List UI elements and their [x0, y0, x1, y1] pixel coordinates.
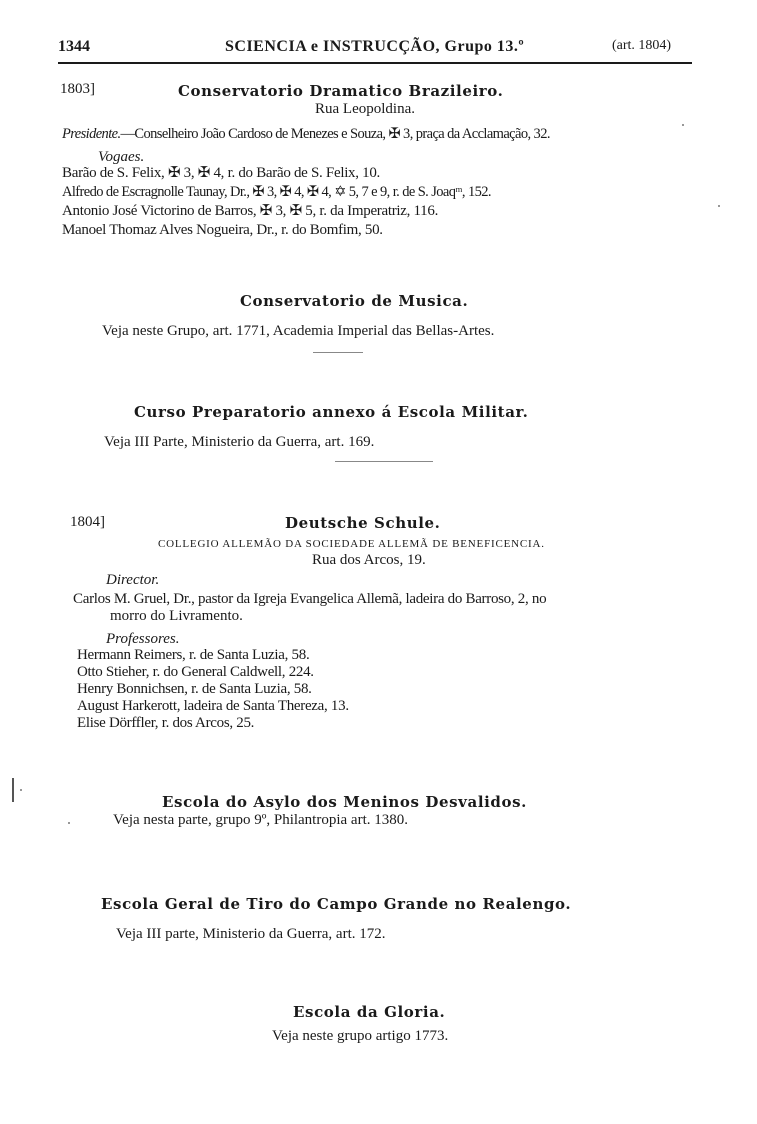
director-line-continued: morro do Livramento. — [110, 608, 243, 624]
entry-title-conservatorio-dramatico: Conservatorio Dramatico Brazileiro. — [178, 82, 504, 100]
section-title-escola-gloria: Escola da Gloria. — [293, 1003, 446, 1021]
cross-reference: Veja neste Grupo, art. 1771, Academia Imperial das Bellas-Artes. — [102, 323, 495, 339]
president-text: —Conselheiro João Cardoso de Menezes e Souza, ✠ 3, praça da Acclamação, 32. — [120, 126, 550, 142]
president-line — [62, 125, 550, 144]
scan-speck — [682, 124, 684, 126]
list-item: Alfredo de Escragnolle Taunay, Dr., ✠ 3, ✠ 4, ✠ 4, ✡ 5, 7 e 9, r. de S. Joaqᵐ, 152. — [62, 184, 491, 200]
section-title-curso-preparatorio: Curso Preparatorio annexo á Escola Militar. — [134, 403, 529, 421]
article-reference: (art. 1804) — [612, 38, 672, 53]
entry-address: Rua Leopoldina. — [315, 101, 415, 117]
entry-number-1803: 1803] — [60, 81, 95, 97]
entry-number-1804: 1804] — [70, 514, 105, 530]
cross-reference: Veja III parte, Ministerio da Guerra, art. 172. — [116, 926, 386, 942]
list-item: Manoel Thomaz Alves Nogueira, Dr., r. do Bomfim, 50. — [62, 222, 383, 238]
list-item: Antonio José Victorino de Barros, ✠ 3, ✠ 5, r. da Imperatriz, 116. — [62, 203, 439, 219]
separator-rule — [335, 461, 433, 462]
section-title-escola-asylo: Escola do Asylo dos Meninos Desvalidos. — [162, 793, 527, 811]
vogaes-label: Vogaes. — [98, 149, 145, 165]
director-line: Carlos M. Gruel, Dr., pastor da Igreja Evangelica Allemã, ladeira do Barroso, 2, no — [73, 591, 547, 607]
separator-rule — [313, 352, 363, 353]
running-title: SCIENCIA e INSTRUCÇÃO, Grupo 13.º — [225, 38, 525, 55]
director-label: Director. — [106, 572, 160, 588]
professores-label: Professores. — [106, 631, 180, 647]
scan-speck — [718, 205, 720, 207]
page-number: 1344 — [58, 38, 90, 55]
header-rule — [58, 62, 692, 64]
entry-address: Rua dos Arcos, 19. — [312, 552, 426, 568]
section-title-conservatorio-musica: Conservatorio de Musica. — [240, 292, 469, 310]
scan-speck — [20, 789, 22, 791]
list-item: Elise Dörffler, r. dos Arcos, 25. — [77, 715, 255, 731]
president-label: Presidente. — [62, 126, 121, 142]
list-item: Hermann Reimers, r. de Santa Luzia, 58. — [77, 647, 310, 663]
section-title-escola-tiro: Escola Geral de Tiro do Campo Grande no Realengo. — [101, 895, 572, 913]
list-item: August Harkerott, ladeira de Santa Thereza, 13. — [77, 698, 349, 714]
list-item: Henry Bonnichsen, r. de Santa Luzia, 58. — [77, 681, 312, 697]
cross-reference: Veja neste grupo artigo 1773. — [272, 1028, 449, 1044]
entry-title-deutsche-schule: Deutsche Schule. — [285, 514, 441, 532]
cross-reference: Veja nesta parte, grupo 9º, Philantropia art. 1380. — [113, 812, 408, 828]
list-item: Barão de S. Felix, ✠ 3, ✠ 4, r. do Barão de S. Felix, 10. — [62, 165, 381, 181]
scan-speck — [68, 822, 70, 824]
list-item: Otto Stieher, r. do General Caldwell, 224. — [77, 664, 314, 680]
entry-subtitle: COLLEGIO ALLEMÃO DA SOCIEDADE ALLEMÃ DE BENEFICENCIA. — [158, 538, 545, 550]
scan-mark — [12, 778, 14, 802]
cross-reference: Veja III Parte, Ministerio da Guerra, art. 169. — [104, 434, 375, 450]
